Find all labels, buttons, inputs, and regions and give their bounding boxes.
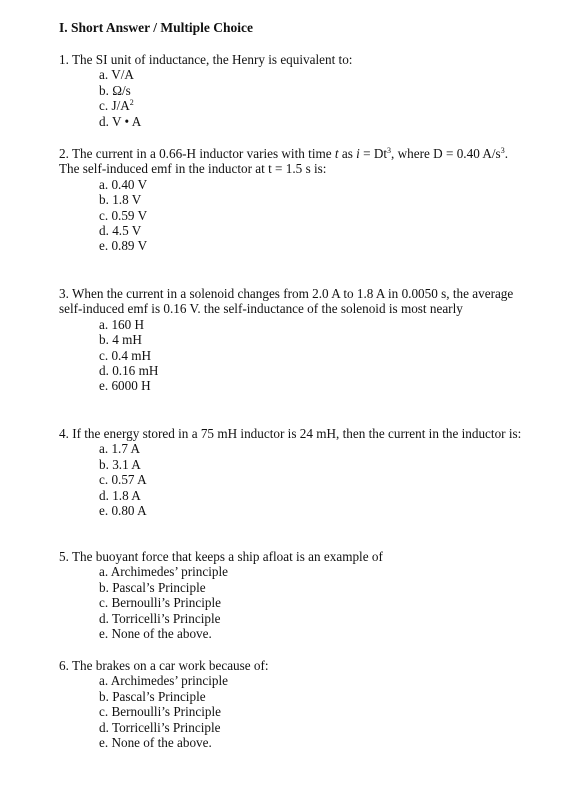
question-4-stem: 4. If the energy stored in a 75 mH inductor is 24 mH, then the current in the inductor is:	[59, 426, 522, 441]
question-2	[59, 146, 559, 254]
question-3-option-a: a. 160 H	[99, 316, 145, 332]
exponent: 3	[387, 146, 392, 155]
question-3-option-c: c. 0.4 mH	[99, 347, 152, 363]
question-4	[59, 426, 559, 518]
stem-text: = Dt	[359, 146, 388, 161]
question-4-option-a: a. 1.7 A	[99, 441, 141, 457]
stem-text: .	[504, 146, 508, 161]
question-1-option-d: d. V • A	[99, 113, 142, 129]
question-5-option-b: b. Pascal’s Principle	[99, 579, 206, 595]
question-6-option-c: c. Bernoulli’s Principle	[99, 704, 221, 720]
option-c-exponent: 2	[129, 98, 134, 108]
question-2-option-d: d. 4.5 V	[99, 223, 142, 239]
question-5-stem: 5. The buoyant force that keeps a ship afloat is an example of	[59, 549, 383, 564]
question-6-option-a: a. Archimedes’ principle	[99, 673, 229, 689]
stem-text: as	[338, 146, 357, 161]
question-2-option-a: a. 0.40 V	[99, 176, 148, 192]
question-6-option-e: e. None of the above.	[99, 735, 212, 751]
stem-text-line-2: self-induced emf is 0.16 V. the self-inductance of the solenoid is most nearly	[59, 301, 463, 317]
option-c-text: c. J/A	[99, 98, 130, 114]
question-3-stem	[59, 286, 559, 317]
question-2-option-e: e. 0.89 V	[99, 238, 148, 254]
stem-text-line-2: The self-induced emf in the inductor at t = 1.5 s is:	[59, 161, 327, 177]
question-5	[59, 549, 559, 641]
question-5-option-e: e. None of the above.	[99, 626, 212, 642]
question-5-option-d: d. Torricelli’s Principle	[99, 610, 221, 626]
question-3-option-d: d. 0.16 mH	[99, 363, 159, 379]
question-1-option-b: b. Ω/s	[99, 82, 131, 98]
question-4-option-b: b. 3.1 A	[99, 456, 141, 472]
question-4-options	[59, 441, 559, 518]
question-2-stem	[59, 146, 559, 177]
question-1-stem: 1. The SI unit of inductance, the Henry is equivalent to:	[59, 52, 353, 67]
question-5-option-c: c. Bernoulli’s Principle	[99, 595, 221, 611]
question-1-option-c	[59, 98, 559, 113]
stem-text: , where D = 0.40 A/s	[391, 146, 501, 161]
stem-text: 2. The current in a 0.66-H inductor varies with time	[59, 146, 335, 161]
question-3-option-b: b. 4 mH	[99, 332, 142, 348]
question-2-options	[59, 177, 559, 254]
question-3	[59, 286, 559, 394]
section-heading: I. Short Answer / Multiple Choice	[59, 20, 254, 35]
question-6-option-d: d. Torricelli’s Principle	[99, 719, 221, 735]
question-6-options	[59, 673, 559, 750]
var-i: i	[356, 146, 360, 161]
question-3-options	[59, 317, 559, 394]
question-6-stem: 6. The brakes on a car work because of:	[59, 658, 269, 673]
question-5-options	[59, 564, 559, 641]
question-1-option-a: a. V/A	[99, 67, 134, 83]
exponent: 3	[500, 146, 505, 155]
question-2-option-c: c. 0.59 V	[99, 207, 148, 223]
question-3-option-e: e. 6000 H	[99, 378, 151, 394]
question-4-option-d: d. 1.8 A	[99, 487, 141, 503]
question-4-option-e: e. 0.80 A	[99, 503, 147, 519]
question-6-option-b: b. Pascal’s Principle	[99, 688, 206, 704]
question-2-option-b: b. 1.8 V	[99, 192, 142, 208]
question-6	[59, 658, 559, 750]
question-1	[59, 52, 559, 129]
question-1-options	[59, 67, 559, 129]
stem-text: 3. When the current in a solenoid changes from 2.0 A to 1.8 A in 0.0050 s, the average	[59, 286, 514, 301]
question-5-option-a: a. Archimedes’ principle	[99, 564, 229, 580]
var-t: t	[334, 146, 339, 161]
question-4-option-c: c. 0.57 A	[99, 472, 147, 488]
